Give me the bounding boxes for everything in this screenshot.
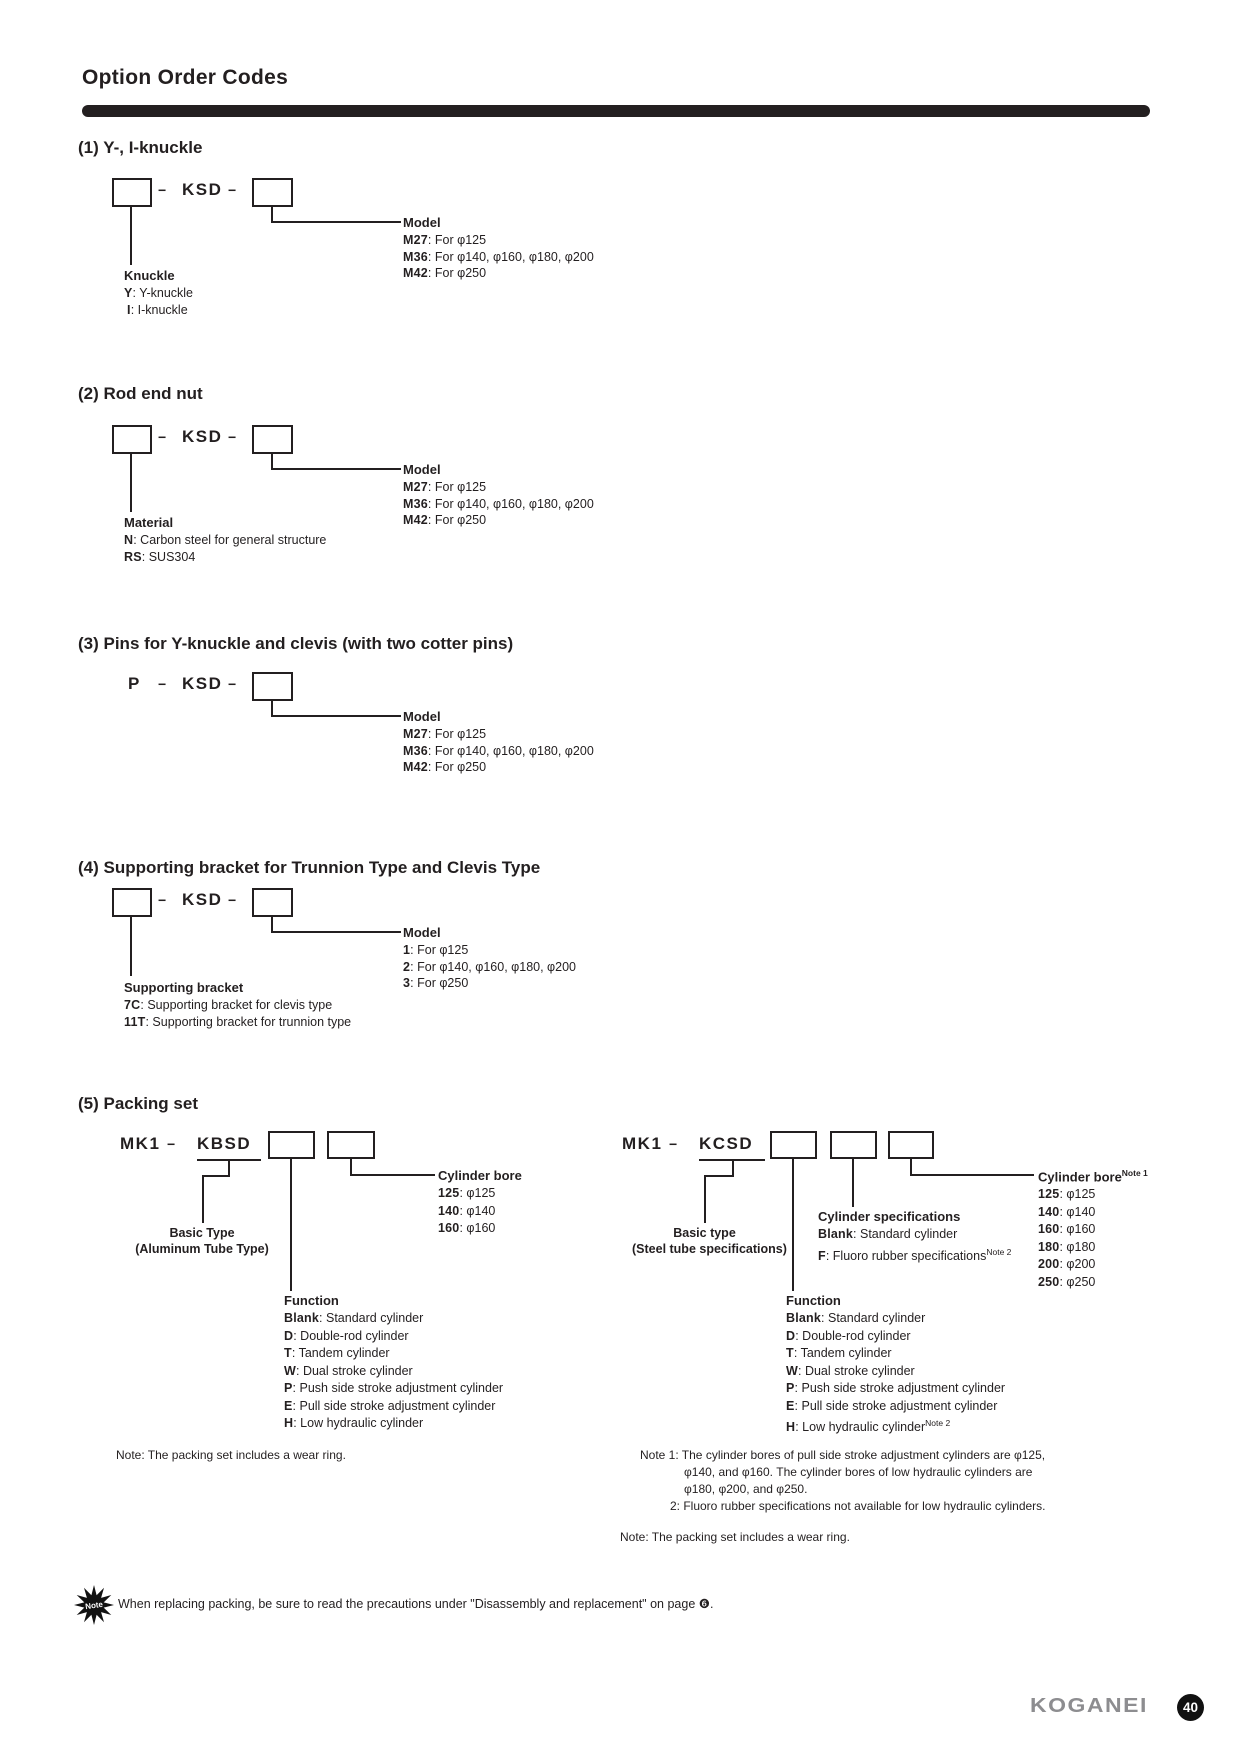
legend-item: W: Dual stroke cylinder xyxy=(786,1363,915,1378)
section-heading: (4) Supporting bracket for Trunnion Type and Clevis Type xyxy=(78,858,541,877)
section-heading: (5) Packing set xyxy=(78,1094,198,1113)
legend-title: Function xyxy=(786,1293,841,1308)
legend-item: Blank: Standard cylinder xyxy=(818,1227,958,1241)
basic-type-label: Basic Type (Aluminum Tube Type) xyxy=(135,1226,269,1256)
note-1-line-1: Note 1: The cylinder bores of pull side stroke adjustment cylinders are φ125, xyxy=(640,1448,1046,1462)
legend-item: I: I-knuckle xyxy=(127,302,188,317)
connector-line xyxy=(350,1174,435,1176)
legend-item: 160: φ160 xyxy=(1038,1222,1096,1237)
material-legend xyxy=(124,513,326,565)
legend-item: E: Pull side stroke adjustment cylinder xyxy=(786,1398,998,1413)
legend-title: Cylinder bore xyxy=(438,1168,522,1183)
connector-line xyxy=(202,1175,204,1223)
dash-glyph: − xyxy=(167,1136,176,1152)
connector-line xyxy=(704,1175,734,1177)
dash-glyph: − xyxy=(228,892,237,908)
legend-title: Model xyxy=(403,215,441,230)
model-legend xyxy=(403,707,594,776)
series-prefix: MK1 xyxy=(622,1134,663,1153)
legend-item: N: Carbon steel for general structure xyxy=(124,533,327,547)
legend-item: Y: Y-knuckle xyxy=(124,286,194,300)
legend-title: Model xyxy=(403,709,441,724)
section-heading: (1) Y-, I-knuckle xyxy=(78,138,203,157)
legend-item: M36: For φ140, φ160, φ180, φ200 xyxy=(403,743,594,758)
note-icon-label: Note xyxy=(84,1599,104,1612)
connector-line xyxy=(852,1159,854,1207)
legend-item: P: Push side stroke adjustment cylinder xyxy=(284,1381,504,1395)
legend-title: Cylinder bore$^{Note 1}$ xyxy=(1038,1168,1148,1185)
base-code-kcsd: KCSD xyxy=(699,1134,754,1153)
dash-glyph: − xyxy=(669,1136,678,1152)
legend-item: M36: For φ140, φ160, φ180, φ200 xyxy=(403,496,594,511)
model-legend xyxy=(403,213,594,282)
legend-title: Model xyxy=(403,925,441,940)
connector-line xyxy=(130,454,132,512)
section-heading: (3) Pins for Y-knuckle and clevis (with two cotter pins) xyxy=(78,634,514,653)
legend-item: T: Tandem cylinder xyxy=(284,1346,390,1360)
connector-line xyxy=(130,207,132,265)
legend-title: Material xyxy=(124,515,174,530)
model-legend xyxy=(403,460,594,529)
legend-item: Blank: Standard cylinder xyxy=(786,1311,926,1325)
legend-item: 7C: Supporting bracket for clevis type xyxy=(124,998,333,1012)
legend-item: M42: For φ250 xyxy=(403,513,487,527)
function-legend xyxy=(284,1291,503,1433)
note-1-line-2: φ140, and φ160. The cylinder bores of low hydraulic cylinders are xyxy=(684,1465,1033,1479)
legend-item: 200: φ200 xyxy=(1038,1257,1096,1272)
title-rule xyxy=(82,105,1150,117)
legend-item: 11T: Supporting bracket for trunnion type xyxy=(124,1014,352,1029)
connector-line xyxy=(271,715,401,717)
connector-line xyxy=(271,931,401,933)
spec-code-box xyxy=(830,1131,877,1159)
function-legend xyxy=(786,1291,1005,1437)
connector-line xyxy=(271,468,401,470)
cylinder-bore-legend xyxy=(1038,1164,1148,1291)
base-code-ksd: KSD xyxy=(182,427,223,446)
base-code-ksd: KSD xyxy=(182,180,223,199)
connector-line xyxy=(202,1175,230,1177)
legend-item: 125: φ125 xyxy=(1038,1187,1096,1202)
legend-item: RS: SUS304 xyxy=(124,549,196,564)
note-1-line-3: φ180, φ200, and φ250. xyxy=(684,1482,808,1496)
base-code-ksd: KSD xyxy=(182,674,223,693)
model-code-box xyxy=(252,178,293,207)
legend-item: 140: φ140 xyxy=(1038,1204,1096,1219)
legend-item: D: Double-rod cylinder xyxy=(786,1328,911,1343)
function-code-box xyxy=(268,1131,315,1159)
connector-line xyxy=(271,221,401,223)
section-heading: (2) Rod end nut xyxy=(78,384,203,403)
knuckle-legend xyxy=(124,266,193,318)
dash-glyph: − xyxy=(158,429,167,445)
page-number-badge: 40 xyxy=(1177,1694,1204,1721)
connector-line xyxy=(704,1175,706,1223)
legend-item: W: Dual stroke cylinder xyxy=(284,1363,413,1378)
bore-code-box xyxy=(888,1131,934,1159)
legend-item: M36: For φ140, φ160, φ180, φ200 xyxy=(403,249,594,264)
legend-title: Knuckle xyxy=(124,268,175,283)
function-code-box xyxy=(770,1131,817,1159)
dash-glyph: − xyxy=(228,676,237,692)
dash-glyph: − xyxy=(228,182,237,198)
legend-title: Supporting bracket xyxy=(124,980,244,995)
legend-item: 250: φ250 xyxy=(1038,1274,1096,1289)
legend-item: P: Push side stroke adjustment cylinder xyxy=(786,1381,1006,1395)
dash-glyph: − xyxy=(228,429,237,445)
model-code-box xyxy=(252,425,293,454)
dash-glyph: − xyxy=(158,676,167,692)
model-code-box xyxy=(252,672,293,701)
cylinder-spec-legend xyxy=(818,1207,1011,1265)
wear-ring-note: Note: The packing set includes a wear ring. xyxy=(116,1448,346,1462)
dash-glyph: − xyxy=(158,892,167,908)
connector-line xyxy=(290,1159,292,1291)
connector-line xyxy=(130,917,132,976)
dash-glyph: − xyxy=(158,182,167,198)
brand-logo: KOGANEI xyxy=(1030,1693,1148,1717)
bracket-legend xyxy=(124,978,351,1030)
wear-ring-note: Note: The packing set includes a wear ring. xyxy=(620,1530,850,1544)
legend-item: 2: For φ140, φ160, φ180, φ200 xyxy=(403,959,577,974)
legend-item: M27: For φ125 xyxy=(403,727,487,741)
legend-item: Blank: Standard cylinder xyxy=(284,1311,424,1325)
legend-item: M42: For φ250 xyxy=(403,266,487,280)
legend-item: 1: For φ125 xyxy=(403,943,469,957)
caution-text: When replacing packing, be sure to read the precautions under "Disassembly and replacement" on page ❻. xyxy=(118,1597,714,1611)
pin-prefix: P xyxy=(128,674,141,693)
legend-title: Function xyxy=(284,1293,339,1308)
connector-line xyxy=(792,1159,794,1291)
page-title: Option Order Codes xyxy=(82,66,289,89)
legend-item: 125: φ125 xyxy=(438,1186,496,1200)
knuckle-code-box xyxy=(112,178,152,207)
legend-item: 3: For φ250 xyxy=(403,976,469,990)
legend-item: E: Pull side stroke adjustment cylinder xyxy=(284,1398,496,1413)
legend-item: H: Low hydraulic cylinder xyxy=(284,1416,424,1430)
basic-type-label: Basic type (Steel tube specifications) xyxy=(632,1226,787,1256)
legend-title: Cylinder specifications xyxy=(818,1209,961,1224)
legend-item: H: Low hydraulic cylinder$^{Note 2}$ xyxy=(786,1418,951,1435)
cylinder-bore-legend xyxy=(438,1166,522,1238)
model-legend xyxy=(403,923,576,992)
legend-item: 160: φ160 xyxy=(438,1221,496,1235)
legend-item: D: Double-rod cylinder xyxy=(284,1328,409,1343)
legend-item: M27: For φ125 xyxy=(403,480,487,494)
legend-item: M42: For φ250 xyxy=(403,760,487,774)
note-2: 2: Fluoro rubber specifications not available for low hydraulic cylinders. xyxy=(670,1499,1046,1513)
legend-item: F: Fluoro rubber specifications$^{Note 2}$ xyxy=(818,1246,1012,1263)
legend-item: M27: For φ125 xyxy=(403,233,487,247)
legend-item: 140: φ140 xyxy=(438,1203,496,1218)
material-code-box xyxy=(112,425,152,454)
bracket-code-box xyxy=(112,888,152,917)
series-prefix: MK1 xyxy=(120,1134,161,1153)
base-code-kbsd: KBSD xyxy=(197,1134,252,1153)
bore-code-box xyxy=(327,1131,375,1159)
model-code-box xyxy=(252,888,293,917)
legend-item: T: Tandem cylinder xyxy=(786,1346,892,1360)
note-burst-icon xyxy=(74,1584,114,1626)
legend-item: 180: φ180 xyxy=(1038,1239,1096,1254)
base-code-ksd: KSD xyxy=(182,890,223,909)
legend-title: Model xyxy=(403,462,441,477)
connector-line xyxy=(910,1174,1034,1176)
